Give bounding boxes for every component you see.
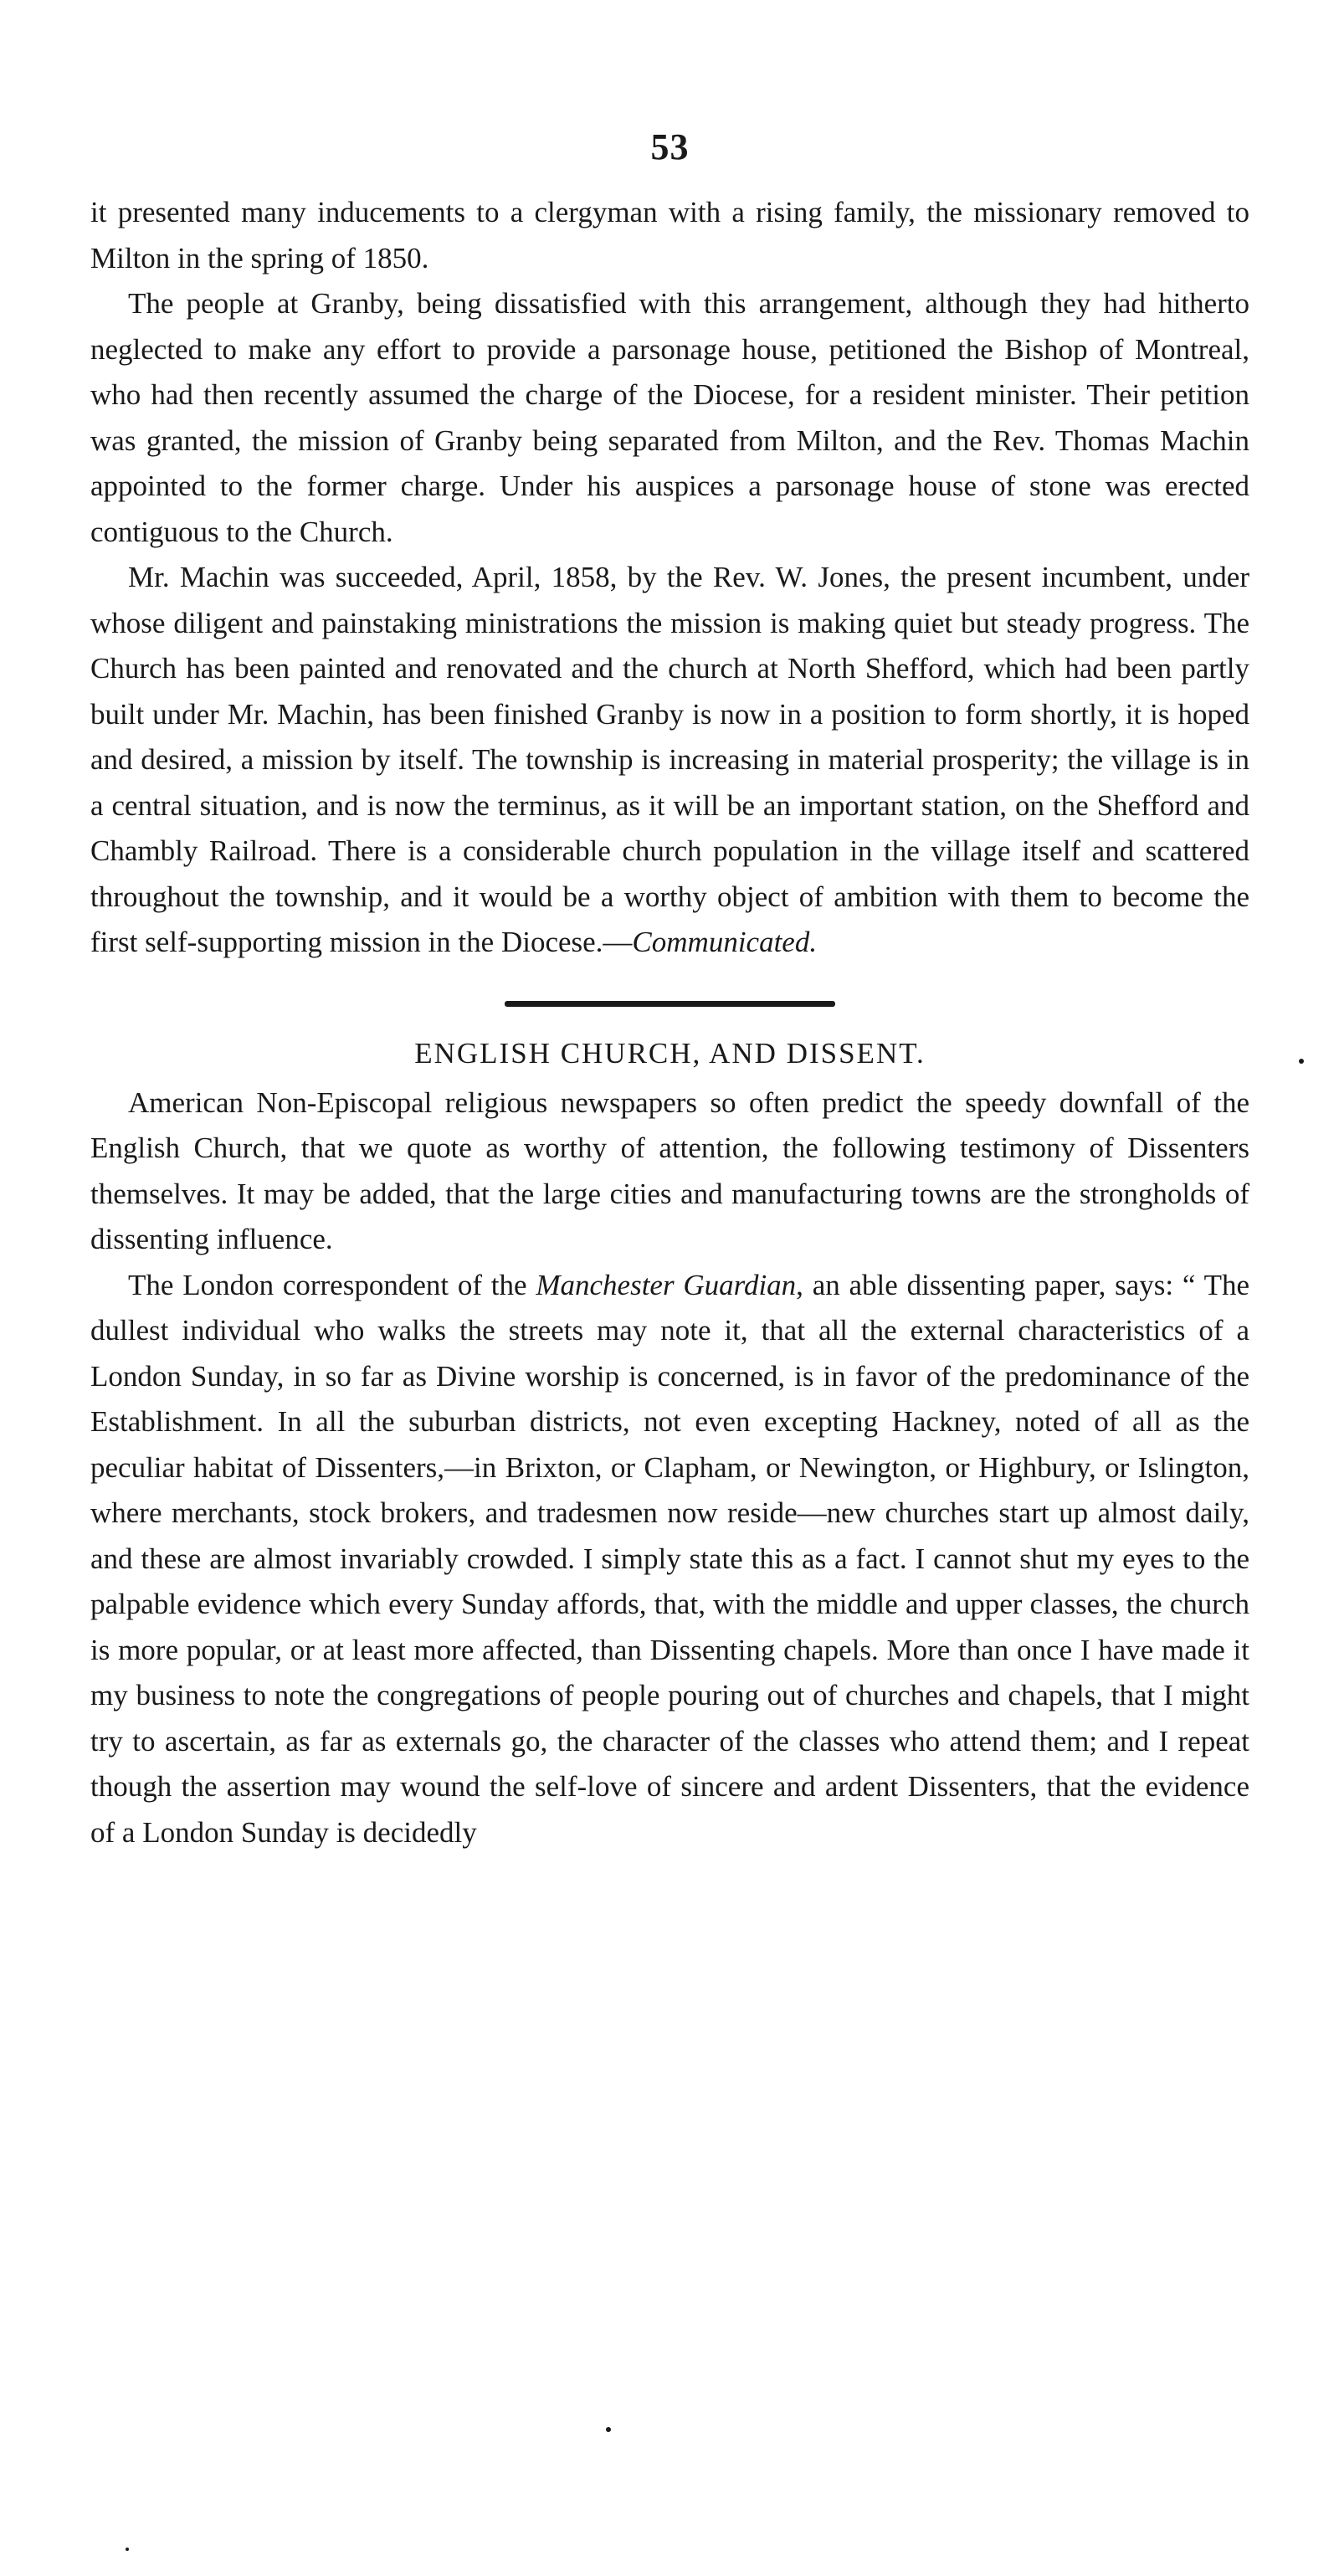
paragraph-machin-text: Mr. Machin was succeeded, April, 1858, by the Rev. W. Jones, the present incumbent, under whose diligent and painstaking ministrations the mission is making quiet but steady progress. The Church has been painted and renovated and the church at North Shefford, which had been partly built under Mr. Machin, has been finished Granby is now in a position to form shortly, it is hoped and desired, a mission by itself. The township is increasing in material prosperity; the village is in a central situation, and is now the terminus, as it will be an important station, on the Shefford and Chambly Railroad. There is a considerable church population in the village itself and scattered throughout the township, and it would be a worthy object of ambition with them to become the first self-supporting mission in the Diocese.— (90, 561, 1249, 958)
communicated-signature: Communicated. (632, 926, 818, 958)
paragraph-granby: The people at Granby, being dissatisfied with this arrangement, although they had hitherto neglected to make any effort to provide a parsonage house, petitioned the Bishop of Montreal, who had then recently assumed the charge of the Diocese, for a resident minister. Their petition was granted, the mission of Granby being separated from Milton, and the Rev. Thomas Machin appointed to the former charge. Under his auspices a parsonage house of stone was erected contiguous to the Church. (90, 287, 1249, 548)
section-heading: ENGLISH CHURCH, AND DISSENT. (414, 1036, 926, 1070)
scan-speck (126, 2548, 129, 2551)
scan-speck (606, 2427, 611, 2432)
section-divider (505, 1001, 835, 1007)
paragraph-london (90, 1263, 1249, 1856)
paragraph-london-text: , an able dissenting paper, says: “ The dullest individual who walks the streets may note it, that all the external characteristics of a London Sunday, in so far as Divine worship is concerned, is in favor of the predominance of the Establishment. In all the suburban districts, not even excepting Hackney, noted of all as the peculiar habitat of Dissenters,—in Brixton, or Clapham, or Newington, or Highbury, or Islington, where merchants, stock brokers, and tradesmen now reside—new churches start up almost daily, and these are almost invariably crowded. I simply state this as a fact. I cannot shut my eyes to the palpable evidence which every Sunday affords, that, with the middle and upper classes, the church is more popular, or at least more affected, than Dissenting chapels. More than once I have made it my business to note the congregations of people pouring out of churches and chapels, that I might try to ascertain, as far as externals go, the character of the classes who attend them; and I repeat though the assertion may wound the self-love of sincere and ardent Dissenters, that the evidence of a London Sunday is decidedly (90, 1268, 1250, 1849)
newspaper-title: Manchester Guardian (536, 1268, 797, 1301)
paragraph-machin (90, 555, 1249, 966)
paragraph-continuation: it presented many inducements to a clergyman with a rising family, the missionary removed to Milton in the spring of 1850. (90, 196, 1249, 275)
paragraph-american: American Non-Episcopal religious newspapers so often predict the speedy downfall of the English Church, that we quote as worthy of attention, the following testimony of Dissenters themselves. It may be added, that the large cities and manufacturing towns are the strongholds of dissenting influence. (90, 1085, 1249, 1255)
page-number: 53 (650, 126, 690, 167)
paragraph-london-intro: The London correspondent of the (128, 1268, 536, 1301)
scan-speck (1299, 1059, 1304, 1064)
book-page (90, 126, 1249, 1855)
